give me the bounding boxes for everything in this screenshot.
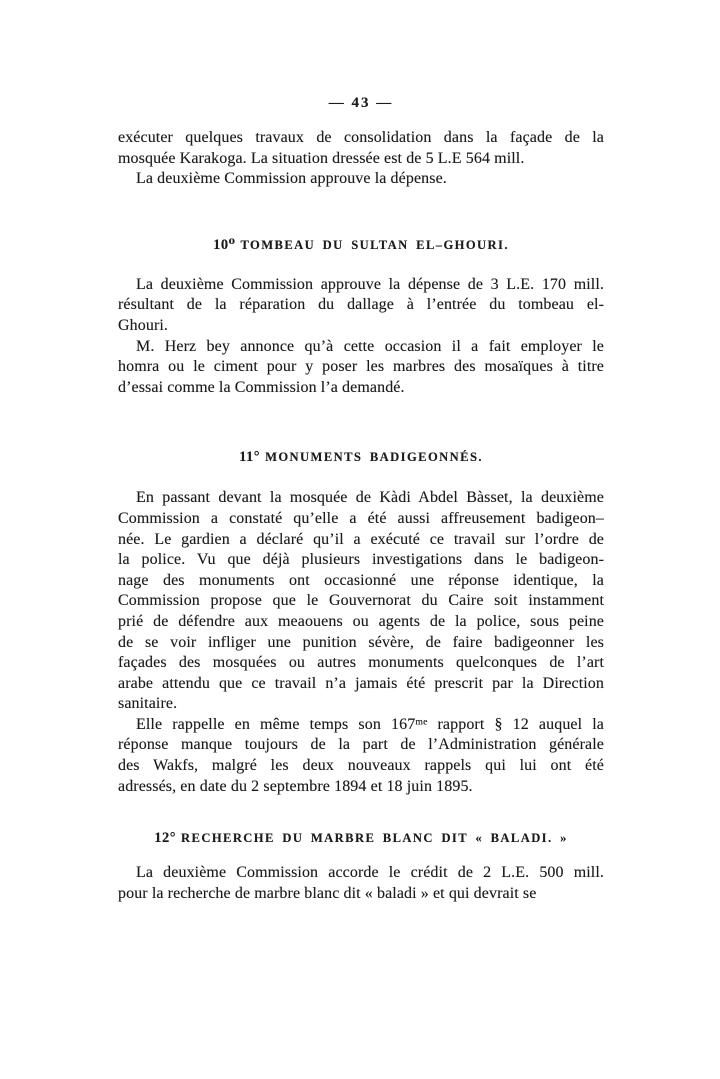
text-line: La deuxième Commission approuve la dépense de 3 L.E. 170 mill.	[136, 275, 604, 293]
text-line: la police. Vu que déjà plusieurs investigations dans le badigeon-	[118, 551, 604, 569]
text-line: En passant devant la mosquée de Kàdi Abdel Bàsset, la deuxième	[136, 489, 604, 507]
text-line: d’essai comme la Commission l’a demandé.	[118, 378, 405, 396]
paragraph-marbre-baladi	[118, 863, 604, 904]
text-line: Commission a constaté qu’elle a été aussi affreusement badigeon–	[118, 509, 604, 527]
text-line: adressés, en date du 2 septembre 1894 et 18 juin 1895.	[118, 777, 473, 795]
paragraph-tombeau-ghouri	[118, 275, 604, 399]
page-content	[118, 93, 604, 904]
text-line: prié de défendre aux meaouens ou agents de la police, sous peine	[118, 612, 604, 630]
paragraph-facade-karakoga	[118, 128, 604, 190]
text-line: La deuxième Commission approuve la dépense.	[136, 170, 447, 188]
text-line: née. Le gardien a déclaré qu’il a exécuté ce travail sur l’ordre de	[118, 530, 604, 548]
heading-title: TOMBEAU DU SULTAN EL–GHOURI.	[240, 237, 509, 252]
heading-number: 10⁰	[213, 236, 236, 253]
text-line: mosquée Karakoga. La situation dressée est de 5 L.E 564 mill.	[118, 149, 525, 167]
text-line: façades des mosquées ou autres monuments quelconques de l’art	[118, 654, 604, 672]
text-line: Commission propose que le Gouvernorat du Caire soit instamment	[118, 592, 604, 610]
section-heading-12	[118, 827, 604, 849]
paragraph-monuments-badigeonnes	[118, 488, 604, 797]
page-number: — 43 —	[328, 95, 394, 111]
text-line: pour la recherche de marbre blanc dit « baladi » et qui devrait se	[118, 884, 537, 902]
text-line: sanitaire.	[118, 695, 178, 713]
text-line: M. Herz bey annonce qu’à cette occasion il a fait employer le	[136, 337, 604, 355]
heading-title: MONUMENTS BADIGEONNÉS.	[265, 450, 483, 465]
text-line: exécuter quelques travaux de consolidation dans la façade de la	[118, 129, 604, 146]
heading-number: 12°	[154, 830, 177, 847]
text-line: arabe attendu que ce travail n’a jamais été prescrit par la Direction	[118, 674, 604, 692]
section-heading-10	[118, 234, 604, 256]
text-line: Ghouri.	[118, 316, 169, 334]
heading-number: 11°	[239, 449, 261, 466]
section-heading-11	[118, 446, 604, 468]
text-line: de se voir infliger une punition sévère, de faire badigeonner les	[118, 633, 604, 651]
text-line: réponse manque toujours de la part de l’Administration générale	[118, 736, 604, 754]
text-line: nage des monuments ont occasionné une réponse identique, la	[118, 571, 604, 589]
heading-title: RECHERCHE DU MARBRE BLANC DIT « BALADI. »	[181, 831, 568, 846]
text-line: résultant de la réparation du dallage à l’entrée du tombeau el-	[118, 296, 604, 314]
text-line: Elle rappelle en même temps son 167ᵐᵉ rapport § 12 auquel la	[136, 715, 604, 733]
text-line: La deuxième Commission accorde le crédit de 2 L.E. 500 mill.	[136, 864, 604, 882]
text-line: des Wakfs, malgré les deux nouveaux rappels qui lui ont été	[118, 757, 604, 775]
text-line: homra ou le ciment pour y poser les marbres des mosaïques à titre	[118, 358, 604, 376]
